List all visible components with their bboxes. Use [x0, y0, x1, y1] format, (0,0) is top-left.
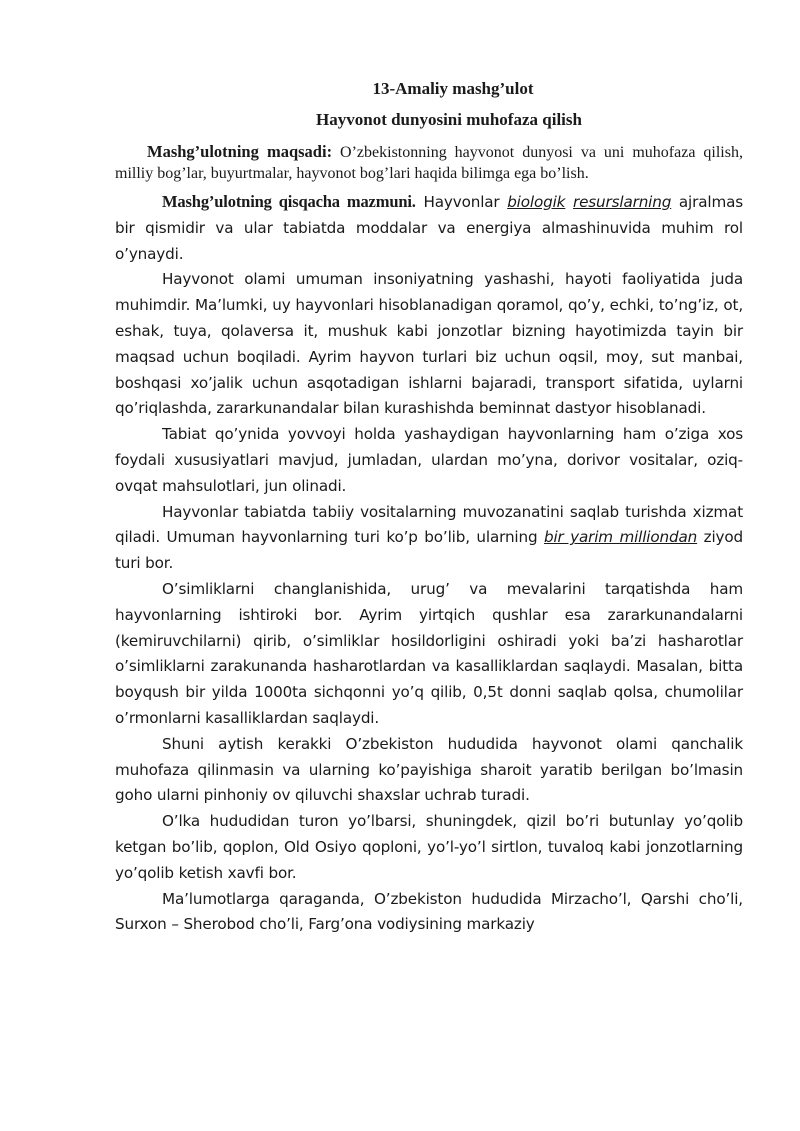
paragraph-1: Hayvonot olami umuman insoniyatning yashashi, hayoti faoliyatida juda muhimdir. Ma’lumki, uy hayvonlari hisoblanadigan qoramol, qo’y, echki, to’ng’iz, ot, eshak, tuya, qolaversa it, mushuk kabi jonzotlar bizning hayotimizda tayin bir maqsad uchun boqiladi. Ayrim hayvon turlari biz uchun oqsil, moy, sut manbai, boshqasi xo’jalik uchun asqotadigan ishlarni bajaradi, transport sifatida, uylarni qo’riqlashda, zararkunandalar bilan kurashishda beminnat dastyor hisoblanadi. — [115, 270, 743, 418]
purpose-text: O’zbekistonning hayvonot dunyosi va uni muhofaza qilish, milliy bog’lar, buyurtmalar, hayvonot bog’lari haqida bilimga ega bo’lish. — [115, 144, 743, 182]
link-bir-yarim-milliondan[interactable]: bir yarim milliondan — [543, 528, 698, 547]
paragraph-3-before: Hayvonlar tabiatda tabiiy vositalarning muvozanatini saqlab turishda xizmat qiladi. Umuman hayvonlarning turi ko’p bo’lib, ularning — [115, 502, 743, 547]
summary-space — [565, 193, 573, 211]
summary-text-before: Hayvonlar — [415, 193, 508, 211]
paragraph-6: O’lka hududidan turon yo’lbarsi, shuningdek, qizil bo’ri butunlay yo’qolib ketgan bo’lib, qoplon, Old Osiyo qoploni, yo’l-yo’l sirtlon, tuvaloq kabi jonzotlarning yo’qolib ketish xavfi bor. — [115, 812, 743, 882]
summary-label: Mashg’ulotning qisqacha mazmuni. — [162, 192, 416, 211]
summary-paragraph — [115, 189, 743, 267]
paragraph-2: Tabiat qo’ynida yovvoyi holda yashaydigan hayvonlarning ham o’ziga xos foydali xususiyatlari mavjud, jumladan, ulardan mo’yna, dorivor vositalar, oziq-ovqat mahsulotlari, jun olinadi. — [115, 425, 743, 495]
document-page — [115, 78, 743, 938]
purpose-label: Mashg’ulotning maqsadi: — [147, 142, 333, 161]
purpose-paragraph — [115, 141, 743, 184]
page-title: 13-Amaliy mashg’ulot — [372, 79, 534, 98]
paragraph-3-after: ziyod turi bor. — [115, 528, 743, 573]
summary-text-after: ajralmas bir qismidir va ular tabiatda moddalar va energiya almashinuvida muhim rol o’ynaydi. — [115, 193, 744, 263]
link-resurslarning[interactable]: resurslarning — [573, 193, 672, 211]
paragraph-5: Shuni aytish kerakki O’zbekiston hududida hayvonot olami qanchalik muhofaza qilinmasin va ularning ko’payishiga sharoit yaratib berilgan bo’lmasin goho ularni pinhoniy ov qiluvchi shaxslar uchrab turadi. — [115, 734, 743, 805]
paragraph-3 — [115, 500, 743, 577]
paragraph-7: Ma’lumotlarga qaraganda, O’zbekiston hududida Mirzacho’l, Qarshi cho’li, Surxon – Sherobod cho’li, Farg’ona vodiysining markaziy — [115, 889, 743, 934]
link-biologik[interactable]: biologik — [507, 193, 566, 211]
paragraph-4: O’simliklarni changlanishida, urug’ va mevalarini tarqatishda ham hayvonlarning ishtiroki bor. Ayrim yirtqich qushlar esa zararkunandalarni (kemiruvchilarni) qirib, o’simliklar hosildorligini oshiradi yoki ba’zi hasharotlar o’simliklarni zarakunanda hasharotlardan va kasalliklardan saqlaydi. Masalan, bitta boyqush bir yilda 1000ta sichqonni yo’q qilib, 0,5t donni saqlab qolsa, chumolilar o’rmonlarni kasalliklardan saqlaydi. — [115, 579, 743, 727]
page-subtitle: Hayvonot dunyosini muhofaza qilish — [316, 110, 582, 129]
